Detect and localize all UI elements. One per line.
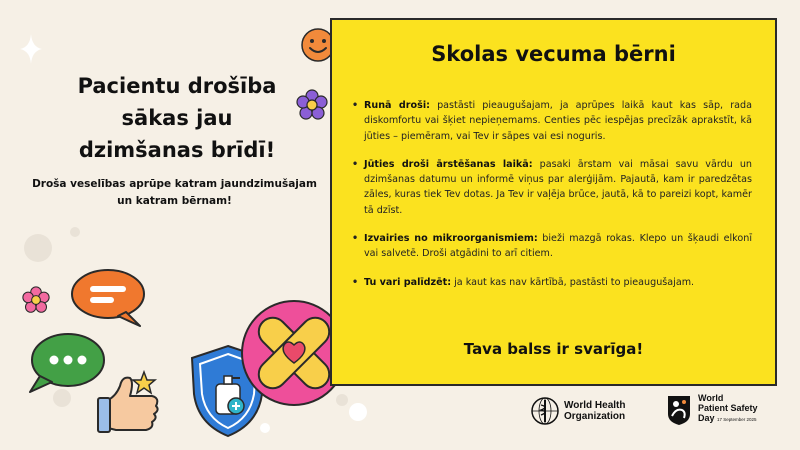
page-subtitle [22, 176, 327, 210]
title-line: sākas jau [121, 106, 233, 130]
speech-bubble-icon [68, 268, 148, 328]
psd-day: Day [698, 413, 715, 423]
who-name [564, 400, 625, 422]
who-logo [530, 396, 625, 426]
list-item [352, 98, 752, 144]
flower-icon [22, 286, 50, 314]
closing-slogan: Tava balss ir svarīga! [463, 340, 644, 358]
info-card [330, 18, 777, 386]
item-heading: Izvairies no mikroorganismiem: [364, 233, 538, 245]
patient-safety-logo-icon [664, 392, 694, 426]
psd-line [698, 413, 758, 425]
who-line: World Health [564, 400, 626, 411]
list-item [352, 157, 752, 218]
psd-name [698, 393, 758, 425]
title-line: dzimšanas brīdī! [78, 138, 276, 162]
page-title [52, 70, 302, 166]
item-heading: Tu vari palīdzēt: [364, 276, 452, 288]
sparkle-icon [20, 34, 42, 64]
list-item [352, 275, 752, 290]
psd-date: 17 September 2025 [717, 417, 757, 422]
subtitle-line: un katram bērnam! [117, 195, 232, 207]
card-title: Skolas vecuma bērni [431, 42, 676, 66]
who-line: Organization [564, 411, 626, 422]
thumbs-up-icon [94, 366, 166, 438]
list-item [352, 231, 752, 262]
subtitle-line: Droša veselības aprūpe katram jaundzimušajam [32, 178, 317, 190]
item-heading: Runā droši: [364, 100, 430, 111]
title-line: Pacientu drošība [77, 74, 277, 98]
psd-line: Patient Safety [698, 403, 758, 413]
tips-list [352, 98, 752, 303]
item-heading: Jūties droši ārstēšanas laikā: [364, 158, 533, 170]
item-text: pastāsti pieaugušajam, ja aprūpes laikā kaut kas sāp, rada diskomfortu vai šķiet nepieņemams. Centies pēc iespējas precīzāk aprakstīt, kā jūties – piemēram, vai Tev ir sāpes vai esi noguris. [364, 100, 753, 142]
item-text: pasaki ārstam vai māsai savu vārdu un dzimšanas datumu un informē viņus par alerģijām. Pajautā, kam ir paredzētas zāles, kuras tiek Tev dotas. Ja Tev ir vaļēja brūce, jautā, kā to pareizi kopt, kamēr tā dzīst. [364, 158, 752, 216]
item-text: bieži mazgā rokas. Klepo un šķaudi elkonī vai salvetē. Droši atgādini to arī citiem. [364, 233, 752, 260]
item-text: ja kaut kas nav kārtībā, pastāsti to pieaugušajam. [451, 276, 695, 288]
patient-safety-day-logo [664, 392, 758, 426]
who-logo-icon [530, 396, 560, 426]
psd-line: World [698, 393, 724, 403]
